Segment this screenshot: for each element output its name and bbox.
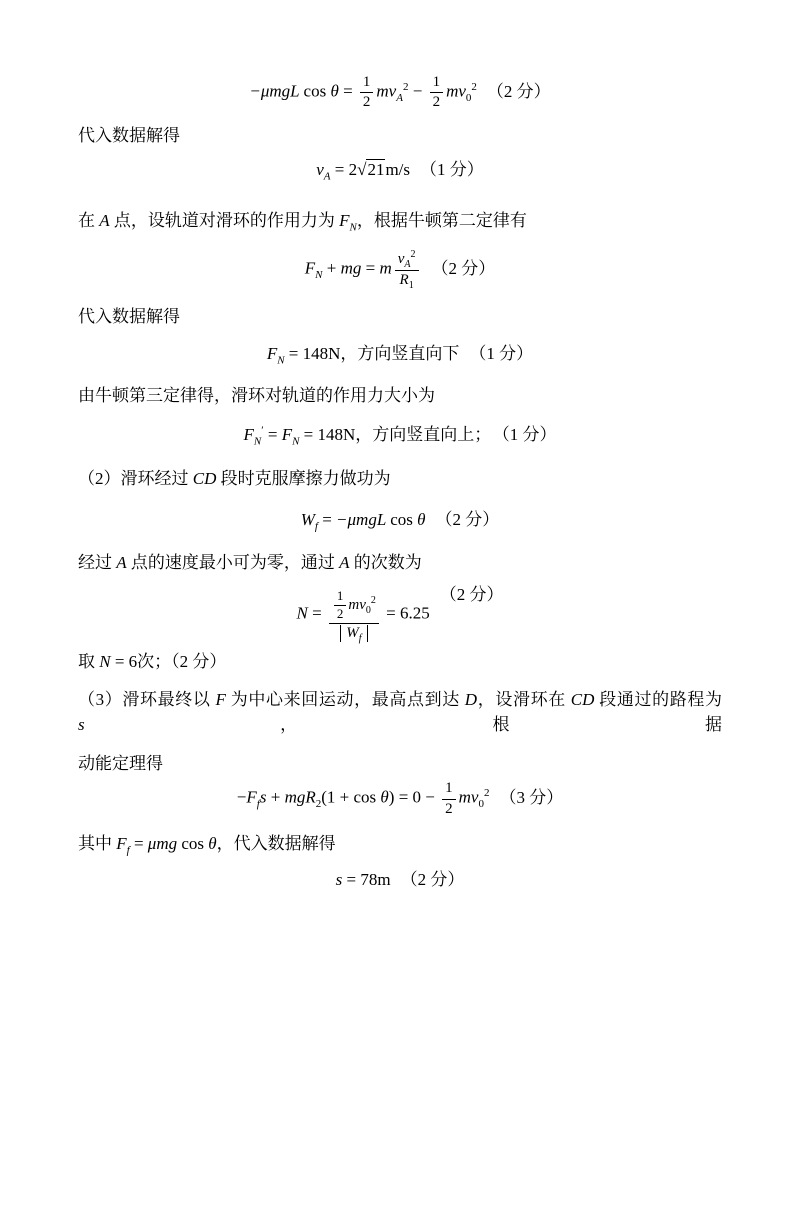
text-run: ，设滑环在: [477, 690, 571, 710]
fraction-denominator: [340, 624, 367, 642]
force-symbol: F: [266, 343, 278, 363]
subscript: 0: [365, 604, 371, 616]
math-term: mg: [340, 259, 366, 279]
count-symbol: N: [296, 604, 308, 624]
fraction-denominator: 2: [445, 800, 453, 817]
equation-reaction-force: [78, 423, 722, 448]
text-run: 点，设轨道对滑环的作用力为: [109, 210, 340, 230]
text-run: 段通过的路程为: [594, 690, 723, 710]
cos-function: cos: [181, 833, 209, 853]
prime-symbol: ′: [261, 424, 264, 437]
force-symbol: F: [304, 259, 316, 279]
fraction-numerator: 1: [442, 780, 456, 799]
count-symbol: N: [99, 651, 111, 671]
theta-symbol: θ: [208, 833, 217, 853]
score-label: （1 分）: [501, 424, 557, 444]
subscript: N: [349, 221, 357, 234]
fraction-denominator: [400, 271, 414, 289]
math-term: mv: [348, 596, 366, 613]
superscript: 2: [410, 249, 416, 261]
equals-value: = 2: [330, 160, 358, 180]
fraction-denominator: 2: [362, 94, 371, 111]
subscript: 2: [315, 798, 322, 811]
equals-sign: =: [307, 604, 326, 624]
para-part3-intro-line1: [78, 688, 722, 737]
equals-sign: =: [263, 424, 282, 444]
theta-symbol: θ: [330, 81, 344, 101]
para-substitute-data: 代入数据解得: [78, 125, 180, 145]
para-part2-intro: [78, 467, 722, 492]
math-term: mv: [446, 81, 466, 101]
point-a-symbol: A: [99, 210, 110, 230]
math-term: −μmgL: [249, 81, 304, 101]
subscript: N: [292, 435, 300, 448]
equals-sign: =: [365, 259, 380, 279]
direction-text: ，方向竖直向上；: [355, 424, 492, 444]
subscript: N: [277, 353, 285, 366]
superscript: 2: [402, 81, 409, 93]
math-term: −μmgL: [336, 510, 391, 530]
subscript: f: [314, 520, 318, 533]
minus-sign: −: [236, 787, 247, 807]
work-symbol: W: [300, 510, 315, 530]
text-run: 其中: [78, 833, 117, 853]
score-label: （1 分）: [469, 343, 534, 363]
absolute-value: [340, 625, 367, 642]
point-d-symbol: D: [464, 690, 478, 710]
equals-value: = 148N: [299, 424, 356, 444]
fraction-numerator: 1: [430, 74, 444, 93]
fraction-numerator: [395, 251, 419, 270]
math-term: mv: [376, 81, 397, 101]
equals-value: = 6.25: [381, 604, 430, 624]
equals-value: = 148N: [284, 343, 341, 363]
subscript: A: [396, 92, 403, 105]
theta-symbol: θ: [417, 510, 426, 530]
distance-symbol: s: [259, 787, 267, 807]
cos-function: cos: [303, 81, 331, 101]
mass-symbol: m: [379, 259, 392, 279]
subscript: A: [323, 170, 331, 183]
friction-force-symbol: F: [246, 787, 257, 807]
subscript: N: [315, 269, 323, 282]
force-symbol: F: [281, 424, 293, 444]
fraction-one-half: [430, 74, 444, 112]
subscript: f: [126, 844, 130, 857]
unit-label: m/s: [385, 160, 411, 180]
fraction-denominator: 2: [432, 94, 441, 111]
sqrt-icon: √: [357, 160, 367, 180]
force-symbol: F: [339, 210, 350, 230]
equals-sign: =: [129, 833, 148, 853]
para-ff-definition: [78, 832, 722, 857]
plus-sign: +: [322, 259, 341, 279]
math-term: mgR: [284, 787, 316, 807]
point-f-symbol: F: [215, 690, 226, 710]
subscript: 0: [478, 798, 484, 811]
paren-close: ): [388, 787, 399, 807]
radius-symbol: R: [399, 271, 409, 288]
fraction-va2-r1: [395, 251, 419, 289]
score-label: （3 分）: [499, 787, 564, 807]
para-substitute-data: 代入数据解得: [78, 306, 180, 326]
para-take-n6: [78, 650, 722, 675]
text-run: ，代入数据解得: [216, 833, 336, 853]
equals-sign: =: [343, 81, 357, 101]
cos-function: cos: [353, 787, 381, 807]
score-label: （1 分）: [420, 160, 484, 180]
equation-newton-second-law: [78, 251, 722, 289]
equation-fn-result: [78, 342, 722, 367]
text-run: ，根据: [84, 715, 722, 735]
text-run: 取: [78, 651, 100, 671]
score-label: （2 分）: [431, 259, 496, 279]
segment-cd-symbol: CD: [192, 469, 217, 489]
score-label: （2 分）: [486, 81, 551, 101]
score-label: （2 分）: [400, 870, 465, 890]
math-term: μmg: [147, 833, 182, 853]
text-run: 的次数为: [349, 552, 422, 572]
equation-energy-cd: [78, 74, 722, 112]
distance-symbol: s: [78, 715, 85, 735]
math-term: mv: [458, 787, 479, 807]
fraction-numerator: 1: [360, 74, 374, 93]
radicand: 21: [367, 160, 385, 180]
text-run: 点的速度最小可为零，通过: [126, 552, 340, 572]
direction-text: ，方向竖直向下: [340, 343, 460, 363]
velocity-symbol: v: [316, 160, 324, 180]
point-a-symbol: A: [339, 552, 350, 572]
equation-work-energy: [78, 780, 722, 818]
subscript: 1: [408, 279, 414, 291]
para-point-a-newton2: [78, 209, 722, 234]
equals-sign: =: [317, 510, 337, 530]
superscript: 2: [370, 594, 376, 606]
superscript: 2: [483, 787, 490, 800]
subscript: 0: [465, 92, 472, 105]
text-run: 经过: [78, 552, 117, 572]
fraction-denominator: 2: [336, 605, 344, 621]
equation-friction-work: [78, 508, 722, 533]
subscript: f: [358, 632, 362, 644]
superscript: 2: [471, 81, 477, 93]
equation-va-result: [78, 158, 722, 183]
equation-pass-count: [78, 583, 722, 644]
segment-cd-symbol: CD: [570, 690, 595, 710]
subscript: A: [404, 259, 411, 271]
fraction-numerator: [329, 589, 379, 624]
cos-function: cos: [390, 510, 418, 530]
fraction-energy-work: [329, 589, 379, 642]
para-newton-third-law: 由牛顿第三定律得，滑环对轨道的作用力大小为: [78, 386, 435, 406]
equals-sign: = 0 −: [398, 787, 440, 807]
minus-sign: −: [408, 81, 427, 101]
subscript: N: [253, 435, 262, 448]
text-run: （3）滑环最终以: [78, 690, 216, 710]
text-run: ，根据牛顿第二定律有: [356, 210, 527, 230]
fraction-numerator: 1: [334, 589, 347, 606]
score-label: （2 分）: [439, 585, 504, 605]
work-symbol: W: [346, 624, 359, 641]
fraction-one-half: [442, 780, 456, 818]
para-part3-intro-line2: 动能定理得: [78, 753, 163, 773]
text-run: （2）滑环经过: [78, 469, 193, 489]
theta-symbol: θ: [380, 787, 389, 807]
text-run: 为中心来回运动，最高点到达: [225, 690, 465, 710]
para-min-speed-zero: [78, 551, 722, 576]
score-label: （2 分）: [435, 510, 500, 530]
fraction-one-half: [360, 74, 374, 112]
point-a-symbol: A: [116, 552, 127, 572]
subscript: f: [256, 798, 260, 811]
text-run: 在: [78, 210, 100, 230]
velocity-symbol: v: [397, 251, 405, 268]
paren-open: (1 +: [321, 787, 354, 807]
force-symbol: F: [243, 424, 254, 444]
distance-symbol: s: [335, 870, 343, 890]
text-run: = 6次；（2 分）: [110, 651, 227, 671]
friction-force-symbol: F: [116, 833, 127, 853]
plus-sign: +: [266, 787, 285, 807]
fraction-one-half: [334, 589, 347, 622]
text-run: 段时克服摩擦力做功为: [216, 469, 391, 489]
equation-distance-result: [78, 868, 722, 893]
equals-value: = 78m: [342, 870, 391, 890]
